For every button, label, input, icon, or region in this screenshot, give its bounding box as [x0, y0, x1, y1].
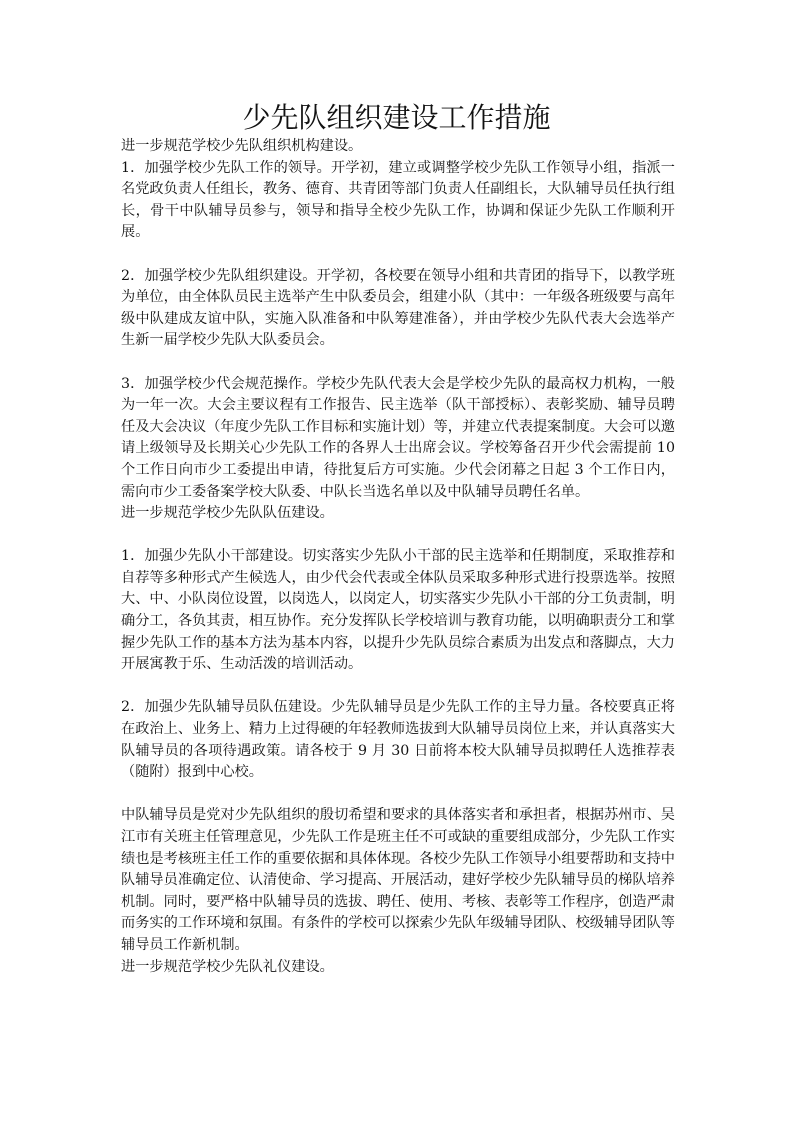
paragraph: 3．加强学校少代会规范操作。学校少先队代表大会是学校少先队的最高权力机构，一般为一年一次。大会主要议程有工作报告、民主选举（队干部授标）、表彰奖励、辅导员聘任及大会决议（年度少先队工作目标和实施计划）等，并建立代表提案制度。大会可以邀请上级领导及长期关心少先队工作的各界人士出席会议。学校筹备召开少代会需提前 10 个工作日向市少工委提出申请，待批复后方可实施。少代会闭幕之日起 3 个工作日内，需向市少工委备案学校大队委、中队长当选名单以及中队辅导员聘任名单。 [121, 375, 675, 500]
paragraph: 2．加强学校少先队组织建设。开学初，各校要在领导小组和共青团的指导下，以教学班为单位，由全体队员民主选举产生中队委员会，组建小队（其中：一年级各班级要与高年级中队建成友谊中队，实施入队准备和中队筹建准备），并由学校少先队代表大会选举产生新一届学校少先队大队委员会。 [121, 267, 675, 349]
paragraph: 2．加强少先队辅导员队伍建设。少先队辅导员是少先队工作的主导力量。各校要真正将在政治上、业务上、精力上过得硬的年轻教师选拔到大队辅导员岗位上来，并认真落实大队辅导员的各项待遇政策。请各校于 9 月 30 日前将本校大队辅导员拟聘任人选推荐表（随附）报到中心校。 [121, 699, 675, 781]
paragraph: 进一步规范学校少先队队伍建设。 [121, 505, 334, 522]
paragraph: 中队辅导员是党对少先队组织的殷切希望和要求的具体落实者和承担者，根据苏州市、吴江市有关班主任管理意见，少先队工作是班主任不可或缺的重要组成部分，少先队工作实绩也是考核班主任工作的重要依据和具体体现。各校少先队工作领导小组要帮助和支持中队辅导员准确定位、认清使命、学习提高、开展活动，建好学校少先队辅导员的梯队培养机制。同时，要严格中队辅导员的选拔、聘任、使用、考核、表彰等工作程序，创造严肃而务实的工作环境和氛围。有条件的学校可以探索少先队年级辅导团队、校级辅导团队等辅导员工作新机制。 [121, 807, 675, 953]
page-title: 少先队组织建设工作措施 [242, 101, 551, 134]
paragraph: 1．加强少先队小干部建设。切实落实少先队小干部的民主选举和任期制度，采取推荐和自荐等多种形式产生候选人，由少代会代表或全体队员采取多种形式进行投票选举。按照大、中、小队岗位设置，以岗选人，以岗定人，切实落实少先队小干部的分工负责制，明确分工，各负其责，相互协作。充分发挥队长学校培训与教育功能，以明确职责分工和掌握少先队工作的基本方法为基本内容，以提升少先队员综合素质为出发点和落脚点，大力开展寓教于乐、生动活泼的培训活动。 [121, 548, 675, 673]
paragraph: 进一步规范学校少先队礼仪建设。 [121, 958, 334, 975]
document-body [121, 136, 675, 978]
paragraph: 1．加强学校少先队工作的领导。开学初，建立或调整学校少先队工作领导小组，指派一名党政负责人任组长，教务、德育、共青团等部门负责人任副组长，大队辅导员任执行组长，骨干中队辅导员参与，领导和指导全校少先队工作，协调和保证少先队工作顺利开展。 [121, 159, 675, 241]
paragraph: 进一步规范学校少先队组织机构建设。 [121, 138, 363, 154]
